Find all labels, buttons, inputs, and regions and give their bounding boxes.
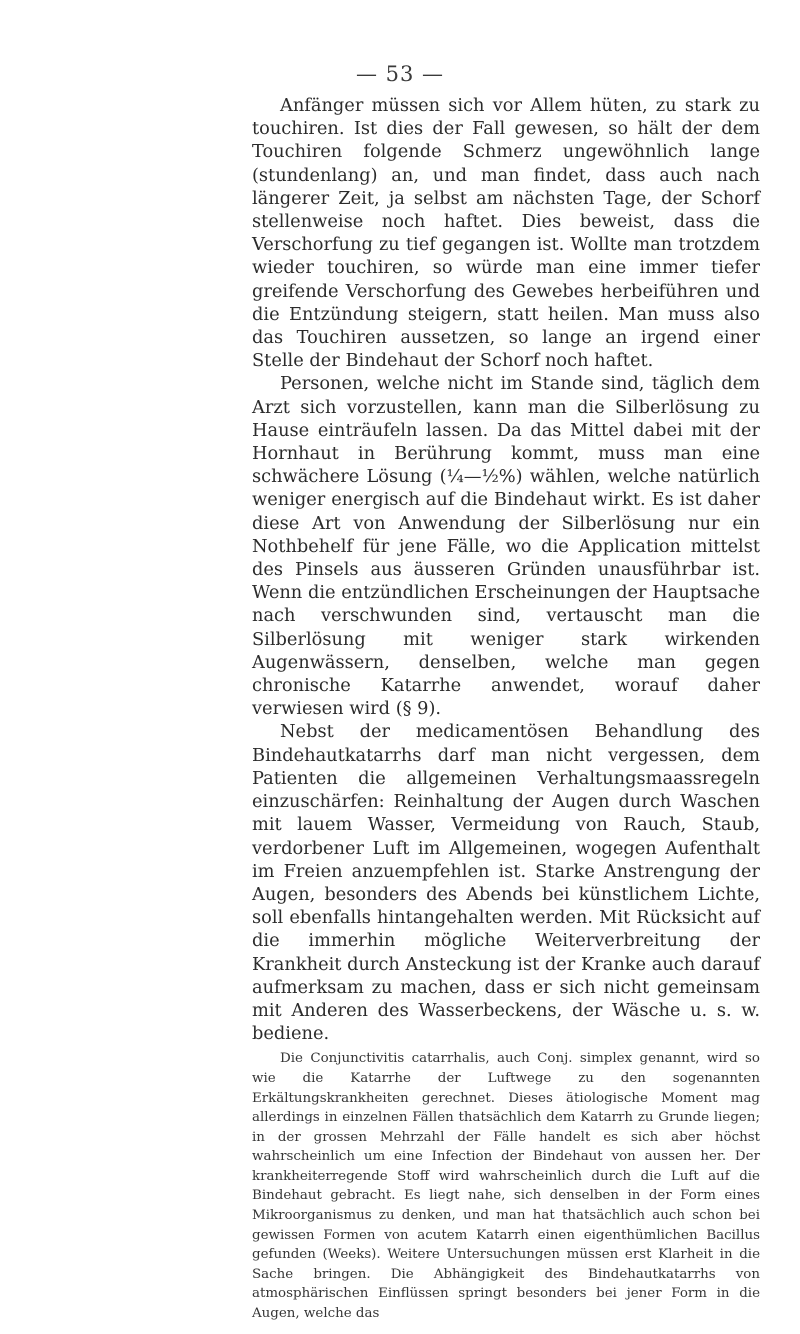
paragraph-touchiren-warning: Anfänger müssen sich vor Allem hüten, zu stark zu touchiren. Ist dies der Fall gewesen, so hält der dem Touchiren folgende Schmerz ungewöhnlich lange (stundenlang) an, und man findet, dass auch nach längerer Zeit, ja selbst am nächsten Tage, der Schorf stellenweise noch haftet. Dies beweist, dass die Verschorfung zu tief gegangen ist. Wollte man trotzdem wieder touchiren, so würde man eine immer tiefer greifende Verschorfung des Gewebes herbeiführen und die Entzündung steigern, statt heilen. Man muss also das Touchiren aussetzen, so lange an irgend einer Stelle der Bindehaut der Schorf noch haftet. (252, 95, 760, 372)
page-number: — 53 — (355, 62, 445, 86)
text-body (252, 94, 760, 1324)
paragraph-home-treatment: Personen, welche nicht im Stande sind, täglich dem Arzt sich vorzustellen, kann man die Silberlösung zu Hause einträufeln lassen. Da das Mittel dabei mit der Hornhaut in Berührung kommt, muss man eine schwächere Lösung (¼—½%) wählen, welche natürlich weniger energisch auf die Bindehaut wirkt. Es ist daher diese Art von Anwendung der Silberlösung nur ein Nothbehelf für jene Fälle, wo die Application mittelst des Pinsels aus äusseren Gründen unausführbar ist. Wenn die entzündlichen Erscheinungen der Hauptsache nach verschwunden sind, vertauscht man die Silberlösung mit weniger stark wirkenden Augenwässern, denselben, welche man gegen chronische Katarrhe anwendet, worauf daher verwiesen wird (§ 9). (252, 373, 760, 720)
small-print-note: Die Conjunctivitis catarrhalis, auch Conj. simplex genannt, wird so wie die Katarrhe der Luftwege zu den sogenannten Erkältungskrankheiten gerechnet. Dieses ätiologische Moment mag allerdings in einzelnen Fällen thatsächlich dem Katarrh zu Grunde liegen; in der grossen Mehrzahl der Fälle handelt es sich aber höchst wahrscheinlich um eine Infection der Bindehaut von aussen her. Der krankheiterregende Stoff wird wahrscheinlich durch die Luft auf die Bindehaut gebracht. Es liegt nahe, sich denselben in der Form eines Mikroorganismus zu denken, und man hat thatsächlich auch schon bei gewissen Formen von acutem Katarrh einen eigenthümlichen Bacillus gefunden (Weeks). Weitere Untersuchungen müssen erst Klarheit in die Sache bringen. Die Abhängigkeit des Bindehautkatarrhs von atmosphärischen Einflüssen springt besonders bei jener Form in die Augen, welche das (252, 1051, 760, 1322)
paragraph-hygiene-rules: Nebst der medicamentösen Behandlung des Bindehautkatarrhs darf man nicht vergessen, dem Patienten die allgemeinen Verhaltungsmaassregeln einzuschärfen: Reinhaltung der Augen durch Waschen mit lauem Wasser, Vermeidung von Rauch, Staub, verdorbener Luft im Allgemeinen, wogegen Aufenthalt im Freien anzuempfehlen ist. Starke Anstrengung der Augen, besonders des Abends bei künstlichem Lichte, soll ebenfalls hintangehalten werden. Mit Rücksicht auf die immerhin mögliche Weiterverbreitung der Krankheit durch Ansteckung ist der Kranke auch darauf aufmerksam zu machen, dass er sich nicht gemeinsam mit Anderen des Wasserbeckens, der Wäsche u. s. w. bediene. (252, 721, 760, 1045)
